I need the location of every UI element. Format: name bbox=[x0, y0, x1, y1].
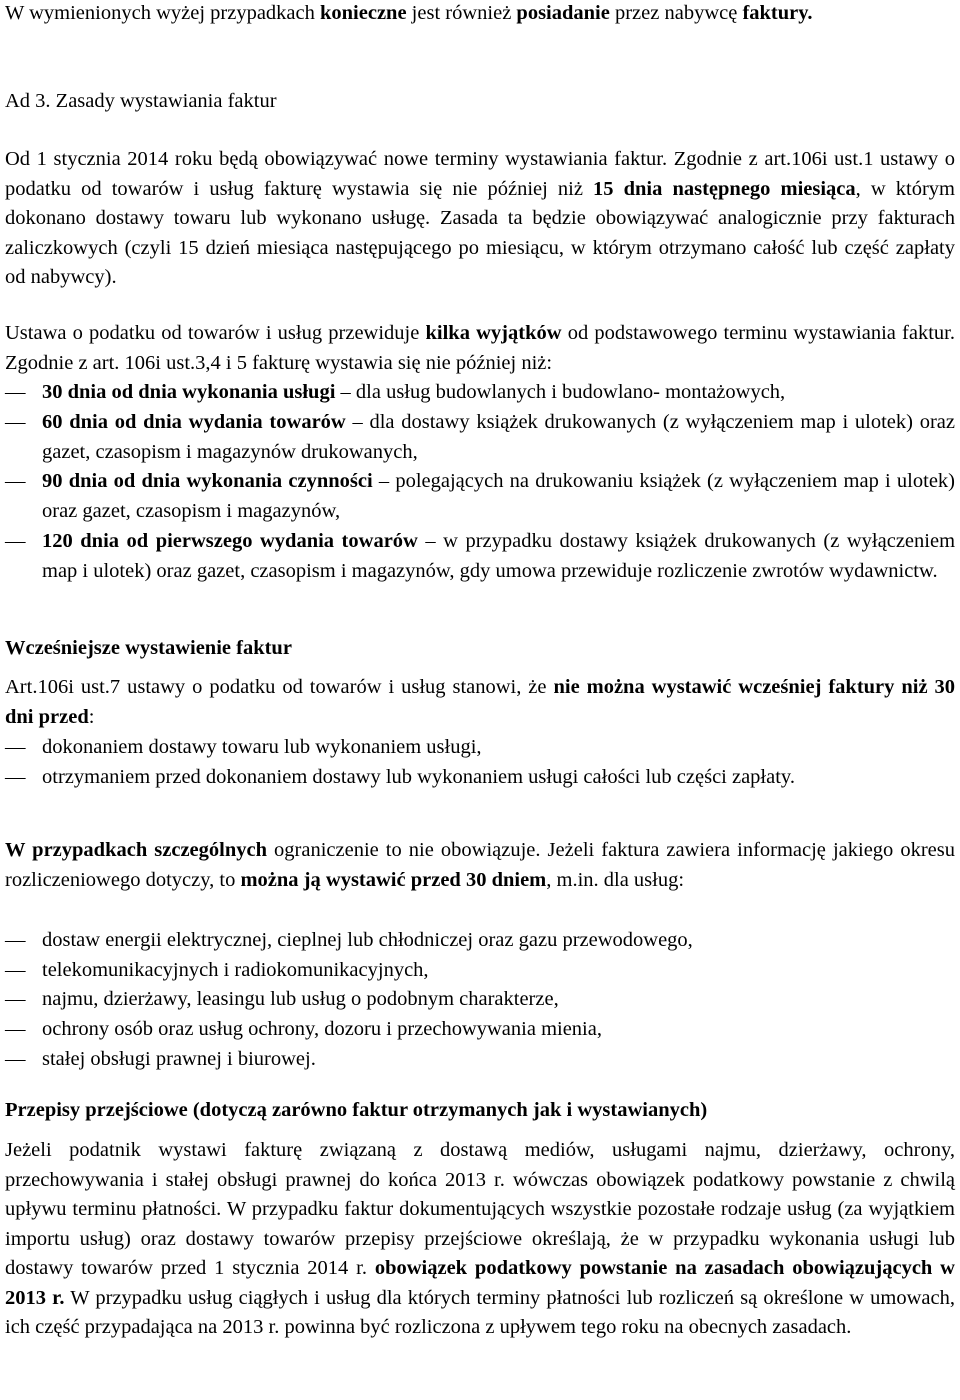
text: dokonaniem dostawy towaru lub wykonaniem usługi, bbox=[42, 736, 482, 758]
dash-bullet: — bbox=[5, 470, 26, 492]
text: najmu, dzierżawy, leasingu lub usług o podobnym charakterze, bbox=[42, 988, 559, 1010]
text: od podstawowego terminu wystawiania faktur. Zgodnie z art. 106i ust.3,4 i 5 fakturę wystawia się nie później niż: bbox=[5, 322, 955, 374]
bold-text: 60 dnia od dnia wydania towarów bbox=[42, 411, 346, 433]
list-item-exception-90 bbox=[5, 467, 955, 526]
text: W przypadku usług ciągłych i usług dla których terminy płatności lub rozliczeń są określone w umowach, ich część przypadająca na 2013 r. powinna być rozliczona z upływem tego roku na obecnych zasadach. bbox=[5, 1286, 955, 1338]
list-item-energy bbox=[5, 926, 955, 956]
text: Ustawa o podatku od towarów i usług przewiduje bbox=[5, 322, 426, 344]
text: dostaw energii elektrycznej, cieplnej lub chłodniczej oraz gazu przewodowego, bbox=[42, 929, 693, 951]
bold-text: W przypadkach szczególnych bbox=[5, 839, 267, 861]
paragraph-special-cases bbox=[5, 836, 955, 895]
list-item-legal bbox=[5, 1045, 955, 1075]
text: przez nabywcę bbox=[609, 2, 743, 24]
bold-text: można ją wystawić przed 30 dniem bbox=[240, 868, 547, 891]
bold-text: 120 dnia od pierwszego wydania towarów bbox=[42, 530, 418, 552]
list-item-exception-60 bbox=[5, 408, 955, 467]
paragraph-art106i-7 bbox=[5, 673, 955, 732]
list-item-rental bbox=[5, 985, 955, 1015]
text: , w którym dokonano dostawy towaru lub wykonano usługę. Zasada ta będzie obowiązywać analogicznie przy fakturach zaliczkowych (czyli 15 dzień miesiąca następującego po miesiącu, w którym otrzymano całość lub część zapłaty od nabywcy). bbox=[5, 177, 955, 288]
paragraph-deadlines bbox=[5, 145, 955, 293]
dash-bullet: — bbox=[5, 736, 26, 758]
bold-text: konieczne bbox=[320, 2, 407, 24]
text: Jeżeli podatnik wystawi fakturę związaną z dostawą mediów, usługami najmu, dzierżawy, ochrony, przechowywania i stałej obsługi prawnej do końca 2013 r. wówczas obowiązek podatkowy powstanie z chwilą upływu terminu płatności. W przypadku faktur dokumentujących wszystkie pozostałe rodzaje usług (za wyjątkiem importu usług) oraz dostawy towarów przepisy przejściowe określają, że w przypadku wykonania usługi lub dostawy towarów przed 1 stycznia 2014 r. bbox=[5, 1139, 955, 1279]
bold-text: faktury. bbox=[742, 2, 813, 24]
text: Od 1 stycznia 2014 roku będą obowiązywać nowe terminy wystawiania faktur. Zgodnie z art.106i ust.1 ustawy o podatku od towarów i usług fakturę wystawia się nie później niż bbox=[5, 148, 955, 200]
bold-text: posiadanie bbox=[516, 2, 610, 24]
list-item-delivery bbox=[5, 733, 955, 763]
paragraph-intro bbox=[5, 0, 955, 29]
text: – dla dostawy książek drukowanych (z wyłączeniem map i ulotek) oraz gazet, czasopism i magazynów drukowanych, bbox=[42, 411, 955, 463]
dash-bullet: — bbox=[5, 1048, 26, 1070]
dash-bullet: — bbox=[5, 766, 26, 788]
text: ograniczenie to nie obowiązuje. Jeżeli faktura zawiera informację jakiego okresu rozliczeniowego dotyczy, to bbox=[5, 839, 955, 891]
list-item-exception-30 bbox=[5, 378, 955, 408]
dash-bullet: — bbox=[5, 959, 26, 981]
bold-text: obowiązek podatkowy powstanie na zasadach obowiązujących w 2013 r. bbox=[5, 1257, 955, 1309]
dash-bullet: — bbox=[5, 530, 26, 552]
text: , m.in. dla usług: bbox=[546, 868, 685, 891]
section-heading-transitional: Przepisy przejściowe (dotyczą zarówno faktur otrzymanych jak i wystawianych) bbox=[5, 1099, 708, 1121]
text: telekomunikacyjnych i radiokomunikacyjnych, bbox=[42, 959, 429, 981]
text: – w przypadku dostawy książek drukowanych (z wyłączeniem map i ulotek) oraz gazet, czasopism i magazynów, gdy umowa przewiduje rozliczenie zwrotów wydawnictw. bbox=[42, 530, 956, 582]
paragraph-exceptions bbox=[5, 319, 955, 378]
text: stałej obsługi prawnej i biurowej. bbox=[42, 1048, 316, 1070]
dash-bullet: — bbox=[5, 381, 26, 403]
text: otrzymaniem przed dokonaniem dostawy lub wykonaniem usługi całości lub części zapłaty. bbox=[42, 766, 795, 788]
bold-text: 30 dnia od dnia wykonania usługi bbox=[42, 381, 336, 403]
text: jest również bbox=[406, 2, 517, 24]
dash-bullet: — bbox=[5, 411, 26, 433]
text: : bbox=[88, 705, 95, 728]
dash-bullet: — bbox=[5, 929, 26, 951]
text: – polegających na drukowaniu książek (z wyłączeniem map i ulotek) oraz gazet, czasopism i magazynów, bbox=[42, 470, 956, 522]
section-heading-early: Wcześniejsze wystawienie faktur bbox=[5, 637, 292, 659]
dash-bullet: — bbox=[5, 1018, 26, 1040]
list-item-security bbox=[5, 1015, 955, 1045]
dash-bullet: — bbox=[5, 988, 26, 1010]
list-item-payment bbox=[5, 763, 955, 793]
text: – dla usług budowlanych i budowlano- montażowych, bbox=[335, 381, 786, 403]
text: W wymienionych wyżej przypadkach bbox=[5, 2, 320, 24]
bold-text: 90 dnia od dnia wykonania czynności bbox=[42, 470, 373, 492]
text: Art.106i ust.7 ustawy o podatku od towarów i usług stanowi, że bbox=[5, 676, 554, 698]
bold-text: nie można wystawić wcześniej faktury niż 30 dni przed bbox=[5, 676, 955, 728]
section-heading-ad3: Ad 3. Zasady wystawiania faktur bbox=[5, 90, 277, 112]
paragraph-transitional bbox=[5, 1136, 955, 1343]
bold-text: 15 dnia następnego miesiąca bbox=[593, 177, 856, 200]
text: ochrony osób oraz usług ochrony, dozoru i przechowywania mienia, bbox=[42, 1018, 602, 1040]
bold-text: kilka wyjątków bbox=[425, 322, 562, 344]
list-item-exception-120 bbox=[5, 527, 955, 586]
list-item-telecom bbox=[5, 956, 955, 986]
